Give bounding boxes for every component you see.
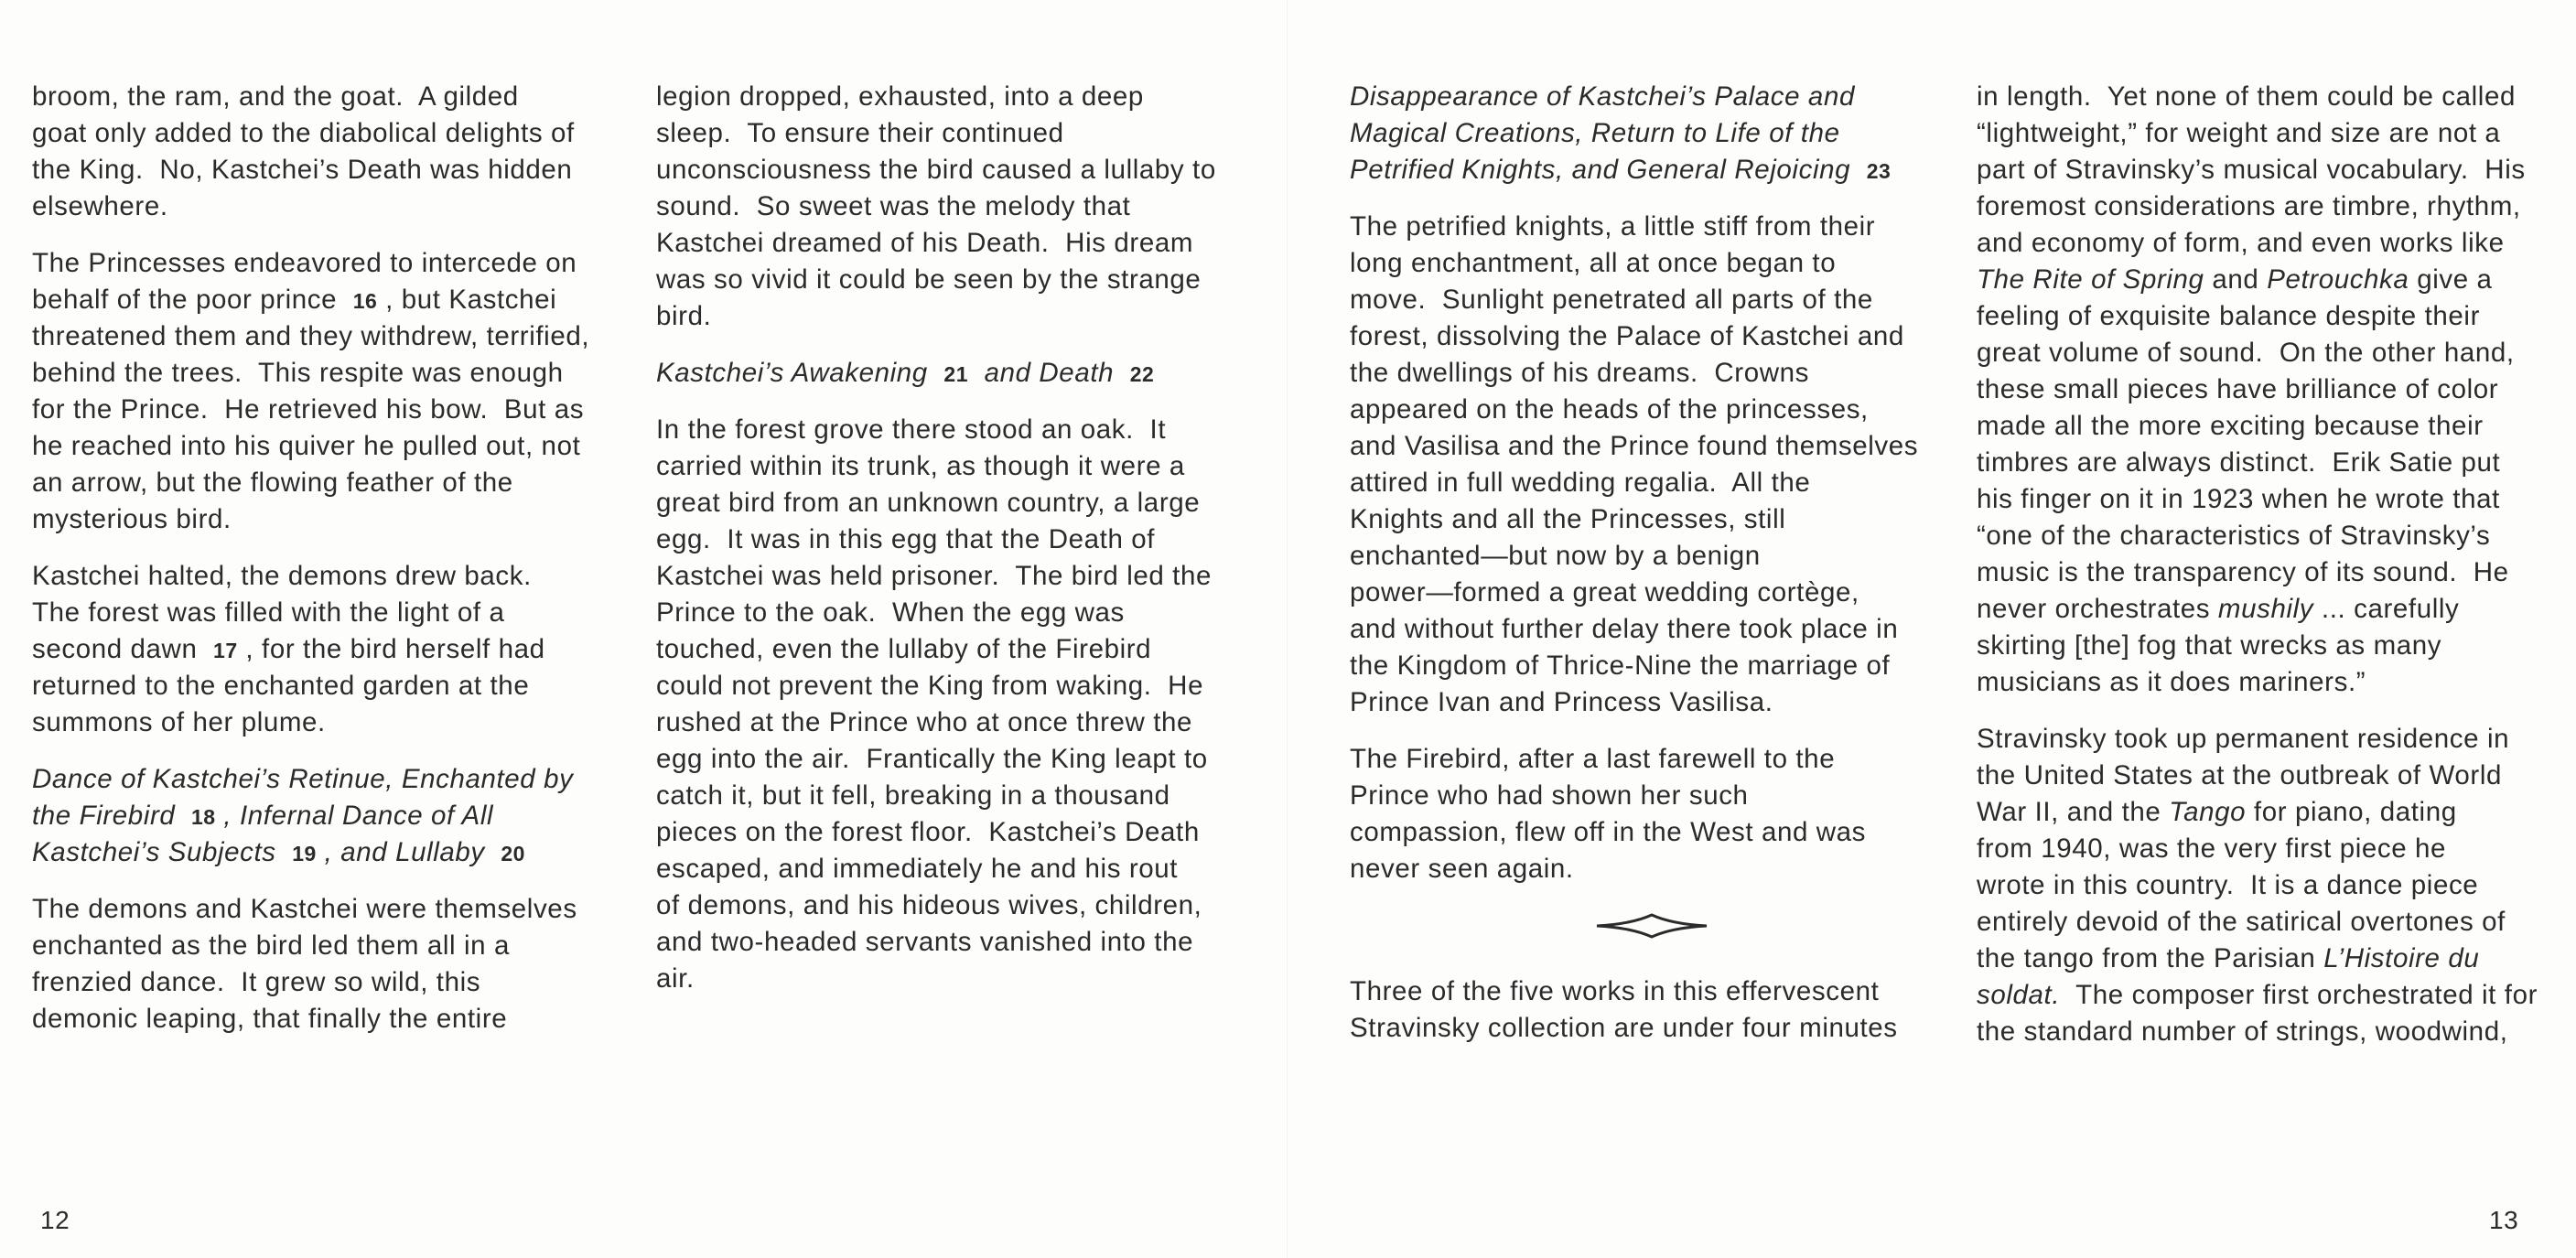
text-line [1977,904,2576,941]
text-run: elsewhere. [32,191,168,221]
text-run: pieces on the forest floor. Kastchei’s Death [656,817,1200,847]
text-run: attired in full wedding regalia. All the [1350,468,1811,498]
text-run: and Vasilisa and the Prince found themselves [1350,431,1919,461]
text-line [32,245,636,282]
text-run: and economy of form, and even works like [1977,228,2505,258]
text-run: summons of her plume. [32,707,326,737]
text-line [1350,282,1954,318]
text-line [32,428,636,465]
text-run: feeling of exquisite balance despite their [1977,301,2480,331]
text-run: never seen again. [1350,854,1574,884]
text-line [1977,481,2576,518]
track-number: 21 [943,362,968,386]
text-run: his finger on it in 1923 when he wrote that [1977,484,2500,514]
text-line [1977,628,2576,664]
text-line [1350,209,1954,245]
text-run: The Princesses endeavored to intercede on [32,248,577,278]
text-run: appeared on the heads of the princesses, [1350,394,1869,425]
text-run: , but Kastchei [377,285,557,315]
text-run: music is the transparency of its sound. He [1977,557,2509,587]
text-line [32,188,636,225]
text-line [656,668,1260,704]
text-line [32,1001,636,1038]
text-line [1977,831,2576,867]
text-run: and two-headed servants vanished into the [656,927,1194,957]
text-line [1350,648,1954,684]
text-line [32,964,636,1001]
text-run: Kastchei was held prisoner. The bird led the [656,561,1212,591]
text-line [1977,79,2576,115]
text-run: frenzied dance. It grew so wild, this [32,967,481,997]
paragraph [32,558,636,741]
text-line [656,115,1260,152]
text-line [1977,445,2576,481]
text-line [32,282,636,318]
text-run: give a [2409,264,2493,295]
track-number: 16 [352,289,378,313]
text-run: the United States at the outbreak of World [1977,760,2503,790]
text-run: egg into the air. Frantically the King leapt to [656,744,1208,774]
text-run: timbres are always distinct. Erik Satie put [1977,447,2501,478]
text-line [32,704,636,741]
text-line [1350,428,1954,465]
text-run: forest, dissolving the Palace of Kastchei and [1350,321,1904,351]
text-run: in length. Yet none of them could be called [1977,81,2516,112]
track-number: 19 [292,842,317,866]
text-run: The demons and Kastchei were themselves [32,894,577,924]
text-run: Three of the five works in this effervescent [1350,976,1880,1006]
section-heading [32,761,636,871]
text-run: made all the more exciting because their [1977,411,2484,441]
text-line [1977,554,2576,591]
text-line [32,631,636,668]
text-line [1977,335,2576,371]
text-line [1350,851,1954,887]
text-run: compassion, flew off in the West and was [1350,817,1867,847]
text-run: great bird from an unknown country, a large [656,488,1201,518]
paragraph [1350,209,1954,721]
text-run: threatened them and they withdrew, terrified, [32,321,590,351]
text-run: Kastchei dreamed of his Death. His dream [656,228,1194,258]
text-line [32,928,636,964]
text-run: ... carefully [2313,594,2460,624]
text-run: “lightweight,” for weight and size are not a [1977,118,2501,148]
text-line [32,355,636,392]
text-run: Knights and all the Princesses, still [1350,504,1786,534]
text-line [656,521,1260,558]
paragraph [1350,973,1954,1047]
text-line [1977,591,2576,628]
text-run: great volume of sound. On the other hand, [1977,338,2515,368]
text-line [1350,392,1954,428]
text-line [32,152,636,188]
text-run: returned to the enchanted garden at the [32,671,530,701]
italic-text: L’Histoire du [2323,943,2480,973]
text-line [656,79,1260,115]
text-line [32,595,636,631]
text-line [1350,611,1954,648]
text-line [656,188,1260,225]
ornament-divider-icon [1350,908,1954,944]
text-line [656,631,1260,668]
text-run: an arrow, but the flowing feather of the [32,468,513,498]
text-line [1977,152,2576,188]
text-run: broom, the ram, and the goat. A gilded [32,81,519,112]
text-line [1350,973,1954,1010]
italic-text: Kastchei’s Awakening [656,358,944,388]
text-line [656,851,1260,887]
italic-text: soldat. [1977,980,2061,1010]
text-line [32,558,636,595]
text-line [1977,758,2576,794]
paragraph [656,412,1260,997]
text-column [32,79,636,1058]
paragraph [1977,79,2576,701]
text-line [656,355,1260,392]
text-line [656,485,1260,521]
text-line [1977,518,2576,554]
text-run: In the forest grove there stood an oak. It [656,414,1167,445]
text-line [1350,1010,1954,1047]
text-run: and without further delay there took place in [1350,614,1899,644]
text-line [656,924,1260,961]
text-run: The petrified knights, a little stiff from their [1350,211,1876,242]
paragraph [1350,741,1954,887]
italic-text: Petrified Knights, and General Rejoicing [1350,155,1867,185]
text-line [656,262,1260,298]
text-run: behind the trees. This respite was enough [32,358,564,388]
track-number: 17 [213,639,238,662]
text-run: could not prevent the King from waking. He [656,671,1204,701]
text-run: sound. So sweet was the melody that [656,191,1131,221]
text-line [656,814,1260,851]
text-line [1977,867,2576,904]
paragraph [656,79,1260,335]
text-run: power—formed a great wedding cortège, [1350,577,1859,607]
text-line [1350,814,1954,851]
text-line [1350,538,1954,575]
text-line [1350,318,1954,355]
text-line [656,225,1260,262]
text-line [1350,152,1954,188]
text-run: the Kingdom of Thrice-Nine the marriage of [1350,651,1891,681]
text-run: for the Prince. He retrieved his bow. But as [32,394,585,425]
text-line [1977,977,2576,1014]
text-line [32,465,636,501]
text-line [32,761,636,798]
page-number: 13 [2489,1206,2519,1234]
text-run: these small pieces have brilliance of color [1977,374,2499,404]
text-run: carried within its trunk, as though it were a [656,451,1185,481]
page-right [1288,0,2576,1258]
text-run: escaped, and immediately he and his rout [656,854,1179,884]
text-line [32,834,636,871]
text-run: “one of the characteristics of Stravinsky’s [1977,521,2491,551]
text-line [656,298,1260,335]
text-run: goat only added to the diabolical delights of [32,118,575,148]
text-run: air. [656,963,695,994]
text-line [1977,225,2576,262]
text-run: catch it, but it fell, breaking in a thousand [656,780,1170,811]
track-number: 18 [191,805,216,829]
paragraph [32,245,636,538]
text-line [1977,408,2576,445]
text-line [32,891,636,928]
text-column [1977,79,2576,1070]
text-line [656,558,1260,595]
paragraph [32,79,636,225]
text-run: for piano, dating [2246,797,2457,827]
text-line [1350,79,1954,115]
text-line [32,115,636,152]
text-line [656,595,1260,631]
text-line [1350,355,1954,392]
italic-text: , and Lullaby [316,837,501,867]
text-run: The forest was filled with the light of a [32,597,505,628]
text-line [1977,941,2576,977]
text-line [32,668,636,704]
text-run: , for the bird herself had [237,634,545,664]
text-run: never orchestrates [1977,594,2218,624]
text-line [1977,188,2576,225]
track-number: 22 [1129,362,1155,386]
italic-text: Kastchei’s Subjects [32,837,293,867]
text-run: egg. It was in this egg that the Death of [656,524,1156,554]
text-run: sleep. To ensure their continued [656,118,1064,148]
text-column [656,79,1260,1017]
text-line [1350,501,1954,538]
text-run: entirely devoid of the satirical overtones of [1977,907,2506,937]
text-run: move. Sunlight penetrated all parts of the [1350,285,1873,315]
italic-text: mushily [2217,594,2314,624]
text-run: enchanted as the bird led them all in a [32,930,510,961]
text-run: The Firebird, after a last farewell to the [1350,744,1836,774]
italic-text: The Rite of Spring [1977,264,2204,295]
italic-text: the Firebird [32,801,191,831]
text-run: Stravinsky collection are under four minutes [1350,1013,1898,1043]
text-line [1977,371,2576,408]
text-run: touched, even the lullaby of the Firebird [656,634,1152,664]
text-line [1350,741,1954,778]
section-heading [1350,79,1954,188]
text-run: legion dropped, exhausted, into a deep [656,81,1144,112]
paragraph [1977,721,2576,1050]
paragraph [32,891,636,1038]
text-run: the tango from the Parisian [1977,943,2324,973]
text-line [656,152,1260,188]
text-run: bird. [656,301,712,331]
text-run: he reached into his quiver he pulled out, not [32,431,581,461]
text-run: unconsciousness the bird caused a lullaby to [656,155,1216,185]
text-line [32,318,636,355]
text-line [1977,262,2576,298]
text-run: behalf of the poor prince [32,285,353,315]
text-line [656,887,1260,924]
text-line [1977,794,2576,831]
text-line [1977,115,2576,152]
text-line [656,412,1260,448]
italic-text: Dance of Kastchei’s Retinue, Enchanted by [32,764,574,794]
text-run: part of Stravinsky’s musical vocabulary. His [1977,155,2526,185]
text-run: Kastchei halted, the demons drew back. [32,561,532,591]
text-run: Stravinsky took up permanent residence in [1977,724,2510,754]
text-run: Prince who had shown her such [1350,780,1749,811]
text-line [32,501,636,538]
italic-text: and Death [968,358,1130,388]
track-number: 20 [501,842,525,866]
text-line [1977,298,2576,335]
italic-text: , Infernal Dance of All [215,801,494,831]
section-heading [656,355,1260,392]
text-run: the dwellings of his dreams. Crowns [1350,358,1809,388]
text-line [32,79,636,115]
page-number: 12 [40,1206,70,1234]
text-run: skirting [the] fog that wrecks as many [1977,630,2442,661]
text-line [1977,721,2576,758]
text-run: mysterious bird. [32,504,232,534]
text-line [1350,245,1954,282]
text-run: the standard number of strings, woodwind, [1977,1016,2508,1047]
text-run: and [2204,264,2268,295]
text-line [32,798,636,834]
track-number: 23 [1866,159,1892,183]
text-line [656,961,1260,997]
text-run: Prince Ivan and Princess Vasilisa. [1350,687,1773,717]
text-run: musicians as it does mariners.” [1977,667,2366,697]
text-run: from 1940, was the very first piece he [1977,833,2447,864]
text-run: enchanted—but now by a benign [1350,541,1761,571]
text-line [1350,684,1954,721]
text-line [1350,778,1954,814]
text-run: wrote in this country. It is a dance piece [1977,870,2479,900]
text-line [656,778,1260,814]
text-line [656,448,1260,485]
text-run: rushed at the Prince who at once threw the [656,707,1193,737]
text-run: the King. No, Kastchei’s Death was hidden [32,155,573,185]
text-line [656,704,1260,741]
text-run: War II, and the [1977,797,2170,827]
text-run: was so vivid it could be seen by the strange [656,264,1202,295]
text-line [1350,465,1954,501]
italic-text: Petrouchka [2267,264,2409,295]
italic-text: Tango [2169,797,2247,827]
text-line [1350,575,1954,611]
text-column [1350,79,1954,1067]
text-run: The composer first orchestrated it for [2060,980,2538,1010]
text-run: long enchantment, all at once began to [1350,248,1837,278]
text-line [1977,664,2576,701]
text-line [656,741,1260,778]
italic-text: Magical Creations, Return to Life of the [1350,118,1840,148]
text-line [32,392,636,428]
text-line [1977,1014,2576,1050]
text-run: second dawn [32,634,214,664]
italic-text: Disappearance of Kastchei’s Palace and [1350,81,1855,112]
text-run: of demons, and his hideous wives, children, [656,890,1202,920]
text-line [1350,115,1954,152]
text-run: foremost considerations are timbre, rhythm, [1977,191,2521,221]
text-run: demonic leaping, that finally the entire [32,1004,508,1034]
text-run: Prince to the oak. When the egg was [656,597,1125,628]
